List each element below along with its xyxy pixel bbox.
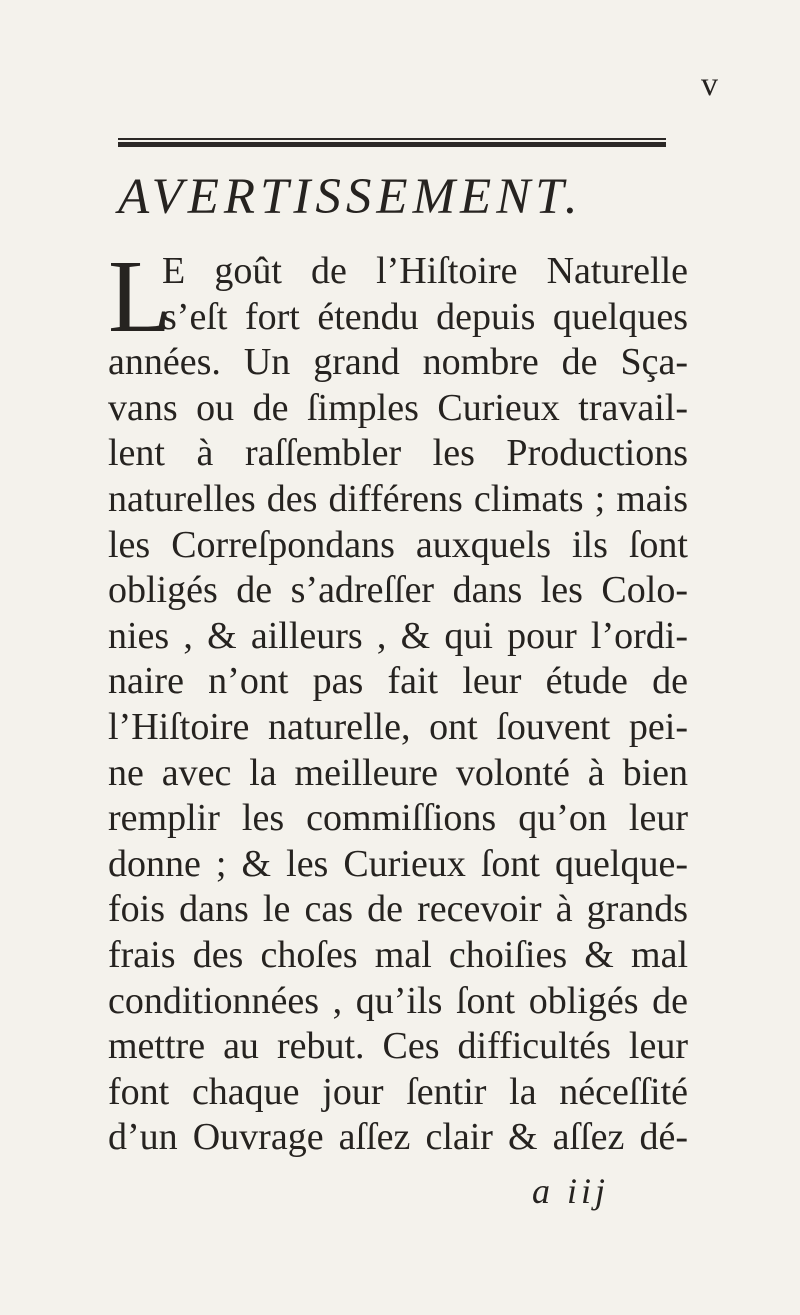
text-line: vans ou de ſimples Curieux travail- <box>108 386 688 429</box>
text-line: remplir les commiſſions qu’on leur <box>108 797 688 840</box>
signature-mark: a iij <box>532 1171 610 1211</box>
text-line: obligés de s’adreſſer dans les Colo- <box>108 569 688 612</box>
text-line: frais des choſes mal choiſies & mal <box>108 933 688 976</box>
text-line: E goût de l’Hiſtoire Naturelle <box>162 250 688 292</box>
text-line: ne avec la meilleure volonté à bien <box>108 751 688 794</box>
header-rule <box>118 138 666 147</box>
text-line: nies , & ailleurs , & qui pour l’ordi- <box>108 614 688 657</box>
page-title: AVERTISSEMENT. <box>118 169 583 225</box>
text-line: d’un Ouvrage aſſez clair & aſſez dé- <box>108 1116 688 1159</box>
text-line: l’Hiſtoire naturelle, ont ſouvent pei- <box>108 705 688 748</box>
page-number: v <box>701 66 718 103</box>
drop-cap: L <box>108 239 172 354</box>
text-line: s’eſt fort étendu depuis quelques <box>162 295 688 338</box>
body-paragraph <box>108 239 688 1161</box>
text-line: les Correſpondans auxquels ils ſont <box>108 523 688 566</box>
text-line: fois dans le cas de recevoir à grands <box>108 888 688 931</box>
text-line: mettre au rebut. Ces difficultés leur <box>108 1025 688 1068</box>
text-line: naturelles des différens climats ; mais <box>108 477 688 520</box>
text-line: lent à raſſembler les Productions <box>108 432 688 475</box>
text-line: naire n’ont pas fait leur étude de <box>108 660 688 703</box>
text-line: conditionnées , qu’ils ſont obligés de <box>108 979 688 1022</box>
text-line: font chaque jour ſentir la néceſſité <box>108 1070 688 1113</box>
text-line: donne ; & les Curieux ſont quelque- <box>108 842 688 885</box>
text-line: années. Un grand nombre de Sça- <box>108 341 688 384</box>
